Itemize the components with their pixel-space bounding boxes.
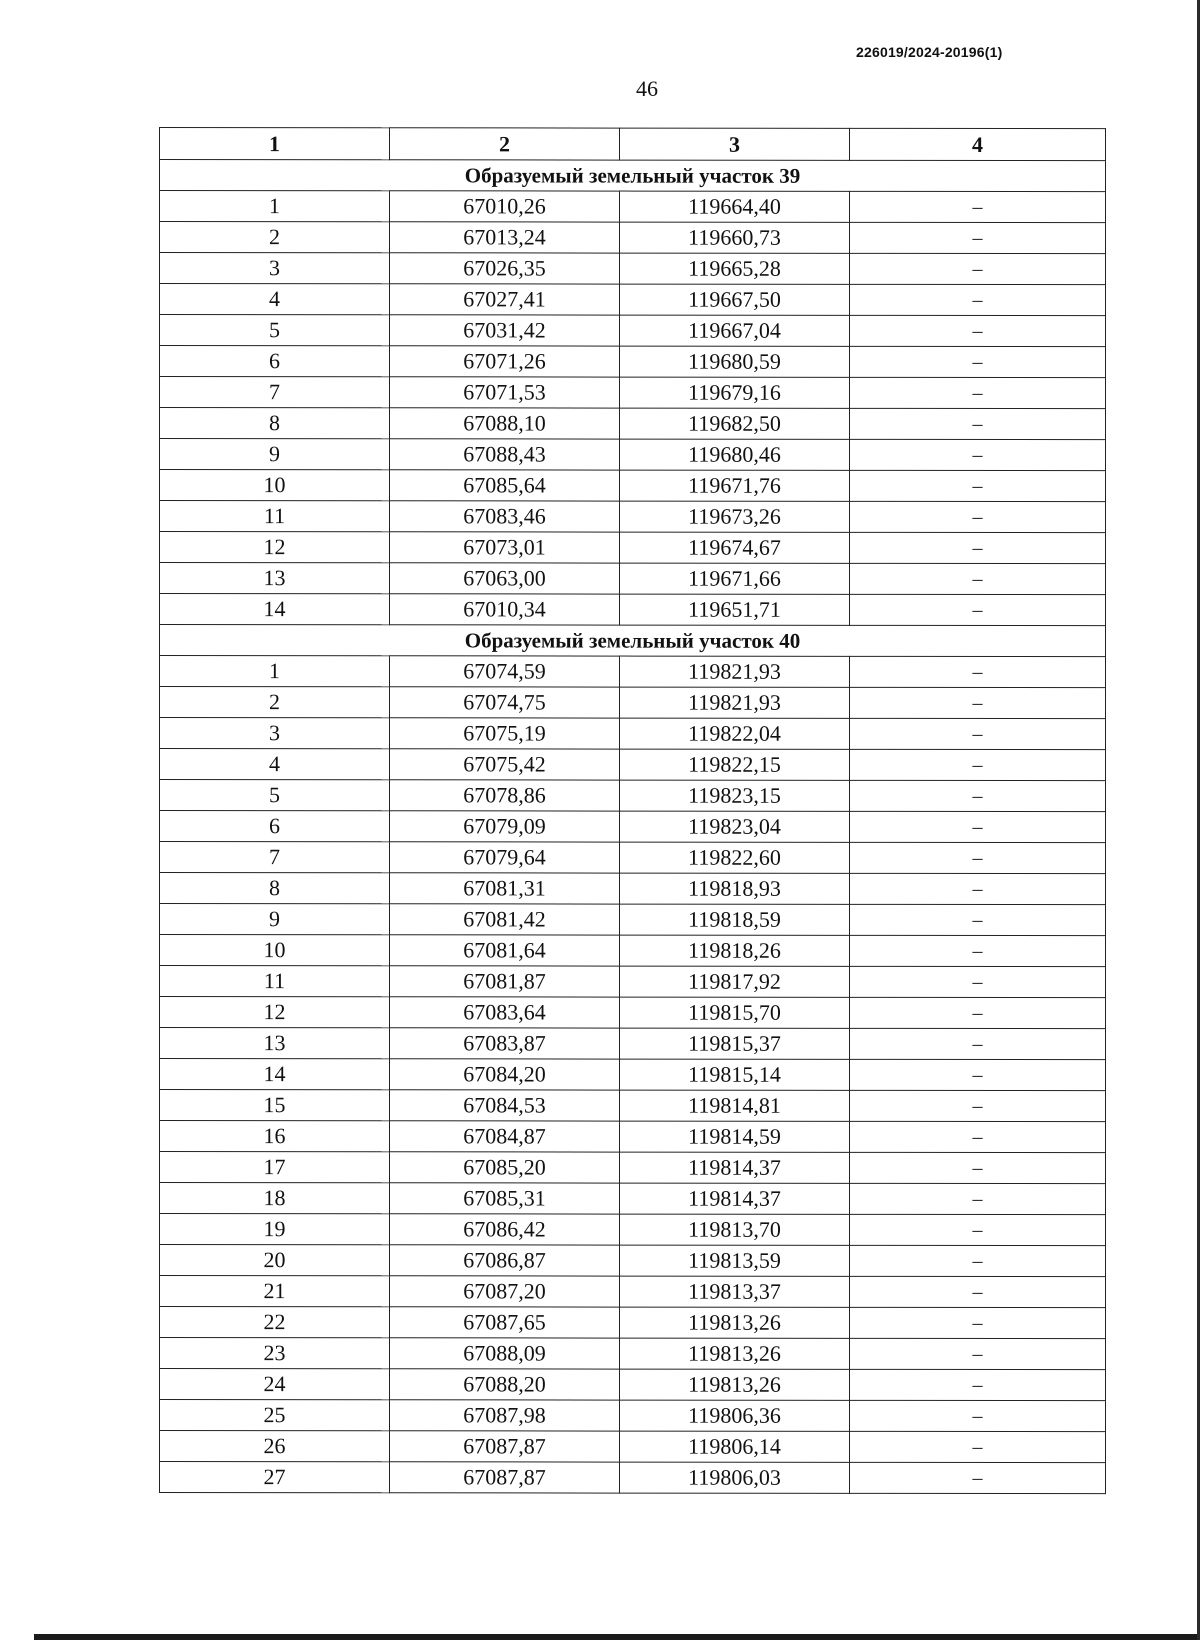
point-number-cell: 10 bbox=[160, 470, 390, 501]
section-title-row bbox=[160, 625, 1106, 657]
y-coordinate-cell: 119822,04 bbox=[620, 718, 850, 749]
note-cell: – bbox=[850, 377, 1106, 408]
point-number-cell: 5 bbox=[160, 315, 390, 346]
note-cell: – bbox=[850, 1400, 1106, 1431]
point-number-cell: 4 bbox=[160, 284, 390, 315]
x-coordinate-cell: 67074,59 bbox=[390, 656, 620, 687]
table-row bbox=[160, 1307, 1106, 1339]
y-coordinate-cell: 119806,36 bbox=[620, 1400, 850, 1431]
table-row bbox=[160, 377, 1106, 409]
note-cell: – bbox=[850, 253, 1106, 284]
x-coordinate-cell: 67027,41 bbox=[390, 284, 620, 315]
y-coordinate-cell: 119667,04 bbox=[620, 315, 850, 346]
table-row bbox=[160, 749, 1106, 781]
note-cell: – bbox=[850, 563, 1106, 594]
table-row bbox=[160, 780, 1106, 812]
table-row bbox=[160, 191, 1106, 223]
y-coordinate-cell: 119815,37 bbox=[620, 1028, 850, 1059]
point-number-cell: 1 bbox=[160, 191, 390, 222]
y-coordinate-cell: 119822,15 bbox=[620, 749, 850, 780]
point-number-cell: 1 bbox=[160, 656, 390, 687]
note-cell: – bbox=[850, 904, 1106, 935]
scan-bottom-edge bbox=[34, 1634, 1200, 1640]
x-coordinate-cell: 67084,87 bbox=[390, 1121, 620, 1152]
x-coordinate-cell: 67073,01 bbox=[390, 532, 620, 563]
note-cell: – bbox=[850, 780, 1106, 811]
note-cell: – bbox=[850, 1338, 1106, 1369]
point-number-cell: 13 bbox=[160, 1028, 390, 1059]
note-cell: – bbox=[850, 1369, 1106, 1400]
table-row bbox=[160, 687, 1106, 719]
x-coordinate-cell: 67010,26 bbox=[390, 191, 620, 222]
point-number-cell: 11 bbox=[160, 966, 390, 997]
table-row bbox=[160, 1090, 1106, 1122]
note-cell: – bbox=[850, 1028, 1106, 1059]
point-number-cell: 14 bbox=[160, 1059, 390, 1090]
point-number-cell: 23 bbox=[160, 1338, 390, 1369]
table-row bbox=[160, 1059, 1106, 1091]
y-coordinate-cell: 119821,93 bbox=[620, 687, 850, 718]
x-coordinate-cell: 67088,09 bbox=[390, 1338, 620, 1369]
note-cell: – bbox=[850, 1090, 1106, 1121]
table-row bbox=[160, 532, 1106, 564]
x-coordinate-cell: 67083,46 bbox=[390, 501, 620, 532]
x-coordinate-cell: 67083,87 bbox=[390, 1028, 620, 1059]
y-coordinate-cell: 119674,67 bbox=[620, 532, 850, 563]
note-cell: – bbox=[850, 749, 1106, 780]
y-coordinate-cell: 119667,50 bbox=[620, 284, 850, 315]
x-coordinate-cell: 67081,31 bbox=[390, 873, 620, 904]
note-cell: – bbox=[850, 191, 1106, 222]
y-coordinate-cell: 119679,16 bbox=[620, 377, 850, 408]
point-number-cell: 15 bbox=[160, 1090, 390, 1121]
x-coordinate-cell: 67081,42 bbox=[390, 904, 620, 935]
x-coordinate-cell: 67078,86 bbox=[390, 780, 620, 811]
x-coordinate-cell: 67086,87 bbox=[390, 1245, 620, 1276]
y-coordinate-cell: 119673,26 bbox=[620, 501, 850, 532]
note-cell: – bbox=[850, 1152, 1106, 1183]
y-coordinate-cell: 119823,15 bbox=[620, 780, 850, 811]
x-coordinate-cell: 67088,20 bbox=[390, 1369, 620, 1400]
point-number-cell: 4 bbox=[160, 749, 390, 780]
y-coordinate-cell: 119651,71 bbox=[620, 594, 850, 625]
y-coordinate-cell: 119814,37 bbox=[620, 1183, 850, 1214]
point-number-cell: 6 bbox=[160, 811, 390, 842]
x-coordinate-cell: 67010,34 bbox=[390, 594, 620, 625]
y-coordinate-cell: 119664,40 bbox=[620, 191, 850, 222]
y-coordinate-cell: 119813,37 bbox=[620, 1276, 850, 1307]
y-coordinate-cell: 119818,93 bbox=[620, 873, 850, 904]
y-coordinate-cell: 119815,70 bbox=[620, 997, 850, 1028]
section-title-row bbox=[160, 160, 1106, 192]
point-number-cell: 8 bbox=[160, 408, 390, 439]
table-row bbox=[160, 718, 1106, 750]
y-coordinate-cell: 119660,73 bbox=[620, 222, 850, 253]
note-cell: – bbox=[850, 439, 1106, 470]
point-number-cell: 3 bbox=[160, 718, 390, 749]
column-header-3: 3 bbox=[620, 128, 850, 160]
note-cell: – bbox=[850, 1059, 1106, 1090]
table-row bbox=[160, 470, 1106, 502]
note-cell: – bbox=[850, 1183, 1106, 1214]
point-number-cell: 27 bbox=[160, 1462, 390, 1493]
table-body bbox=[160, 160, 1106, 1494]
point-number-cell: 13 bbox=[160, 563, 390, 594]
point-number-cell: 19 bbox=[160, 1214, 390, 1245]
note-cell: – bbox=[850, 315, 1106, 346]
y-coordinate-cell: 119665,28 bbox=[620, 253, 850, 284]
point-number-cell: 20 bbox=[160, 1245, 390, 1276]
header-row bbox=[160, 128, 1106, 161]
point-number-cell: 17 bbox=[160, 1152, 390, 1183]
note-cell: – bbox=[850, 1431, 1106, 1462]
table-row bbox=[160, 811, 1106, 843]
point-number-cell: 26 bbox=[160, 1431, 390, 1462]
y-coordinate-cell: 119806,03 bbox=[620, 1462, 850, 1493]
point-number-cell: 8 bbox=[160, 873, 390, 904]
x-coordinate-cell: 67084,53 bbox=[390, 1090, 620, 1121]
document-registration-number: 226019/2024-20196(1) bbox=[856, 44, 1003, 60]
table-row bbox=[160, 1214, 1106, 1246]
table-row bbox=[160, 1121, 1106, 1153]
table-row bbox=[160, 315, 1106, 347]
note-cell: – bbox=[850, 284, 1106, 315]
point-number-cell: 6 bbox=[160, 346, 390, 377]
table-row bbox=[160, 842, 1106, 874]
x-coordinate-cell: 67088,43 bbox=[390, 439, 620, 470]
note-cell: – bbox=[850, 1307, 1106, 1338]
x-coordinate-cell: 67086,42 bbox=[390, 1214, 620, 1245]
x-coordinate-cell: 67085,31 bbox=[390, 1183, 620, 1214]
y-coordinate-cell: 119818,59 bbox=[620, 904, 850, 935]
table-row bbox=[160, 997, 1106, 1029]
x-coordinate-cell: 67085,64 bbox=[390, 470, 620, 501]
y-coordinate-cell: 119813,70 bbox=[620, 1214, 850, 1245]
table-row bbox=[160, 656, 1106, 688]
column-header-1: 1 bbox=[160, 128, 390, 160]
y-coordinate-cell: 119813,26 bbox=[620, 1338, 850, 1369]
x-coordinate-cell: 67081,87 bbox=[390, 966, 620, 997]
table-row bbox=[160, 1431, 1106, 1463]
x-coordinate-cell: 67087,20 bbox=[390, 1276, 620, 1307]
x-coordinate-cell: 67087,65 bbox=[390, 1307, 620, 1338]
x-coordinate-cell: 67088,10 bbox=[390, 408, 620, 439]
y-coordinate-cell: 119814,81 bbox=[620, 1090, 850, 1121]
point-number-cell: 3 bbox=[160, 253, 390, 284]
point-number-cell: 16 bbox=[160, 1121, 390, 1152]
point-number-cell: 7 bbox=[160, 842, 390, 873]
x-coordinate-cell: 67074,75 bbox=[390, 687, 620, 718]
column-header-2: 2 bbox=[390, 128, 620, 160]
table-row bbox=[160, 1369, 1106, 1401]
point-number-cell: 18 bbox=[160, 1183, 390, 1214]
table-row bbox=[160, 1462, 1106, 1494]
note-cell: – bbox=[850, 687, 1106, 718]
table-row bbox=[160, 439, 1106, 471]
table-row bbox=[160, 222, 1106, 254]
x-coordinate-cell: 67071,26 bbox=[390, 346, 620, 377]
y-coordinate-cell: 119682,50 bbox=[620, 408, 850, 439]
table-row bbox=[160, 1152, 1106, 1184]
table-row bbox=[160, 253, 1106, 285]
table-row bbox=[160, 501, 1106, 533]
y-coordinate-cell: 119814,59 bbox=[620, 1121, 850, 1152]
point-number-cell: 9 bbox=[160, 439, 390, 470]
note-cell: – bbox=[850, 1462, 1106, 1493]
point-number-cell: 10 bbox=[160, 935, 390, 966]
note-cell: – bbox=[850, 656, 1106, 687]
table-row bbox=[160, 935, 1106, 967]
x-coordinate-cell: 67063,00 bbox=[390, 563, 620, 594]
x-coordinate-cell: 67084,20 bbox=[390, 1059, 620, 1090]
x-coordinate-cell: 67075,19 bbox=[390, 718, 620, 749]
note-cell: – bbox=[850, 966, 1106, 997]
note-cell: – bbox=[850, 935, 1106, 966]
note-cell: – bbox=[850, 501, 1106, 532]
y-coordinate-cell: 119680,59 bbox=[620, 346, 850, 377]
y-coordinate-cell: 119813,26 bbox=[620, 1307, 850, 1338]
x-coordinate-cell: 67026,35 bbox=[390, 253, 620, 284]
point-number-cell: 7 bbox=[160, 377, 390, 408]
table-row bbox=[160, 904, 1106, 936]
table-row bbox=[160, 873, 1106, 905]
y-coordinate-cell: 119813,26 bbox=[620, 1369, 850, 1400]
point-number-cell: 2 bbox=[160, 222, 390, 253]
note-cell: – bbox=[850, 1245, 1106, 1276]
coordinates-table bbox=[159, 127, 1106, 1494]
note-cell: – bbox=[850, 842, 1106, 873]
section-title: Образуемый земельный участок 40 bbox=[160, 625, 1106, 657]
x-coordinate-cell: 67071,53 bbox=[390, 377, 620, 408]
section-title: Образуемый земельный участок 39 bbox=[160, 160, 1106, 192]
point-number-cell: 22 bbox=[160, 1307, 390, 1338]
x-coordinate-cell: 67081,64 bbox=[390, 935, 620, 966]
x-coordinate-cell: 67079,09 bbox=[390, 811, 620, 842]
column-header-4: 4 bbox=[850, 128, 1106, 160]
y-coordinate-cell: 119821,93 bbox=[620, 656, 850, 687]
table-row bbox=[160, 1338, 1106, 1370]
point-number-cell: 9 bbox=[160, 904, 390, 935]
x-coordinate-cell: 67013,24 bbox=[390, 222, 620, 253]
table-row bbox=[160, 966, 1106, 998]
point-number-cell: 12 bbox=[160, 532, 390, 563]
y-coordinate-cell: 119822,60 bbox=[620, 842, 850, 873]
x-coordinate-cell: 67075,42 bbox=[390, 749, 620, 780]
table-row bbox=[160, 563, 1106, 595]
y-coordinate-cell: 119815,14 bbox=[620, 1059, 850, 1090]
note-cell: – bbox=[850, 408, 1106, 439]
y-coordinate-cell: 119818,26 bbox=[620, 935, 850, 966]
note-cell: – bbox=[850, 873, 1106, 904]
x-coordinate-cell: 67083,64 bbox=[390, 997, 620, 1028]
x-coordinate-cell: 67087,87 bbox=[390, 1462, 620, 1493]
y-coordinate-cell: 119671,66 bbox=[620, 563, 850, 594]
table-row bbox=[160, 284, 1106, 316]
note-cell: – bbox=[850, 222, 1106, 253]
note-cell: – bbox=[850, 997, 1106, 1028]
note-cell: – bbox=[850, 594, 1106, 625]
x-coordinate-cell: 67031,42 bbox=[390, 315, 620, 346]
y-coordinate-cell: 119680,46 bbox=[620, 439, 850, 470]
note-cell: – bbox=[850, 718, 1106, 749]
point-number-cell: 2 bbox=[160, 687, 390, 718]
y-coordinate-cell: 119817,92 bbox=[620, 966, 850, 997]
x-coordinate-cell: 67085,20 bbox=[390, 1152, 620, 1183]
point-number-cell: 21 bbox=[160, 1276, 390, 1307]
x-coordinate-cell: 67087,87 bbox=[390, 1431, 620, 1462]
table-row bbox=[160, 594, 1106, 626]
note-cell: – bbox=[850, 1276, 1106, 1307]
point-number-cell: 14 bbox=[160, 594, 390, 625]
point-number-cell: 5 bbox=[160, 780, 390, 811]
table-row bbox=[160, 1245, 1106, 1277]
table-row bbox=[160, 1028, 1106, 1060]
note-cell: – bbox=[850, 1214, 1106, 1245]
x-coordinate-cell: 67087,98 bbox=[390, 1400, 620, 1431]
point-number-cell: 25 bbox=[160, 1400, 390, 1431]
note-cell: – bbox=[850, 811, 1106, 842]
x-coordinate-cell: 67079,64 bbox=[390, 842, 620, 873]
y-coordinate-cell: 119806,14 bbox=[620, 1431, 850, 1462]
table-row bbox=[160, 1400, 1106, 1432]
table-row bbox=[160, 1183, 1106, 1215]
point-number-cell: 11 bbox=[160, 501, 390, 532]
note-cell: – bbox=[850, 532, 1106, 563]
y-coordinate-cell: 119813,59 bbox=[620, 1245, 850, 1276]
note-cell: – bbox=[850, 1121, 1106, 1152]
y-coordinate-cell: 119671,76 bbox=[620, 470, 850, 501]
y-coordinate-cell: 119823,04 bbox=[620, 811, 850, 842]
y-coordinate-cell: 119814,37 bbox=[620, 1152, 850, 1183]
point-number-cell: 24 bbox=[160, 1369, 390, 1400]
table-row bbox=[160, 1276, 1106, 1308]
note-cell: – bbox=[850, 346, 1106, 377]
table-row bbox=[160, 346, 1106, 378]
note-cell: – bbox=[850, 470, 1106, 501]
table-row bbox=[160, 408, 1106, 440]
page-number: 46 bbox=[636, 76, 658, 101]
table-header bbox=[160, 128, 1106, 161]
point-number-cell: 12 bbox=[160, 997, 390, 1028]
